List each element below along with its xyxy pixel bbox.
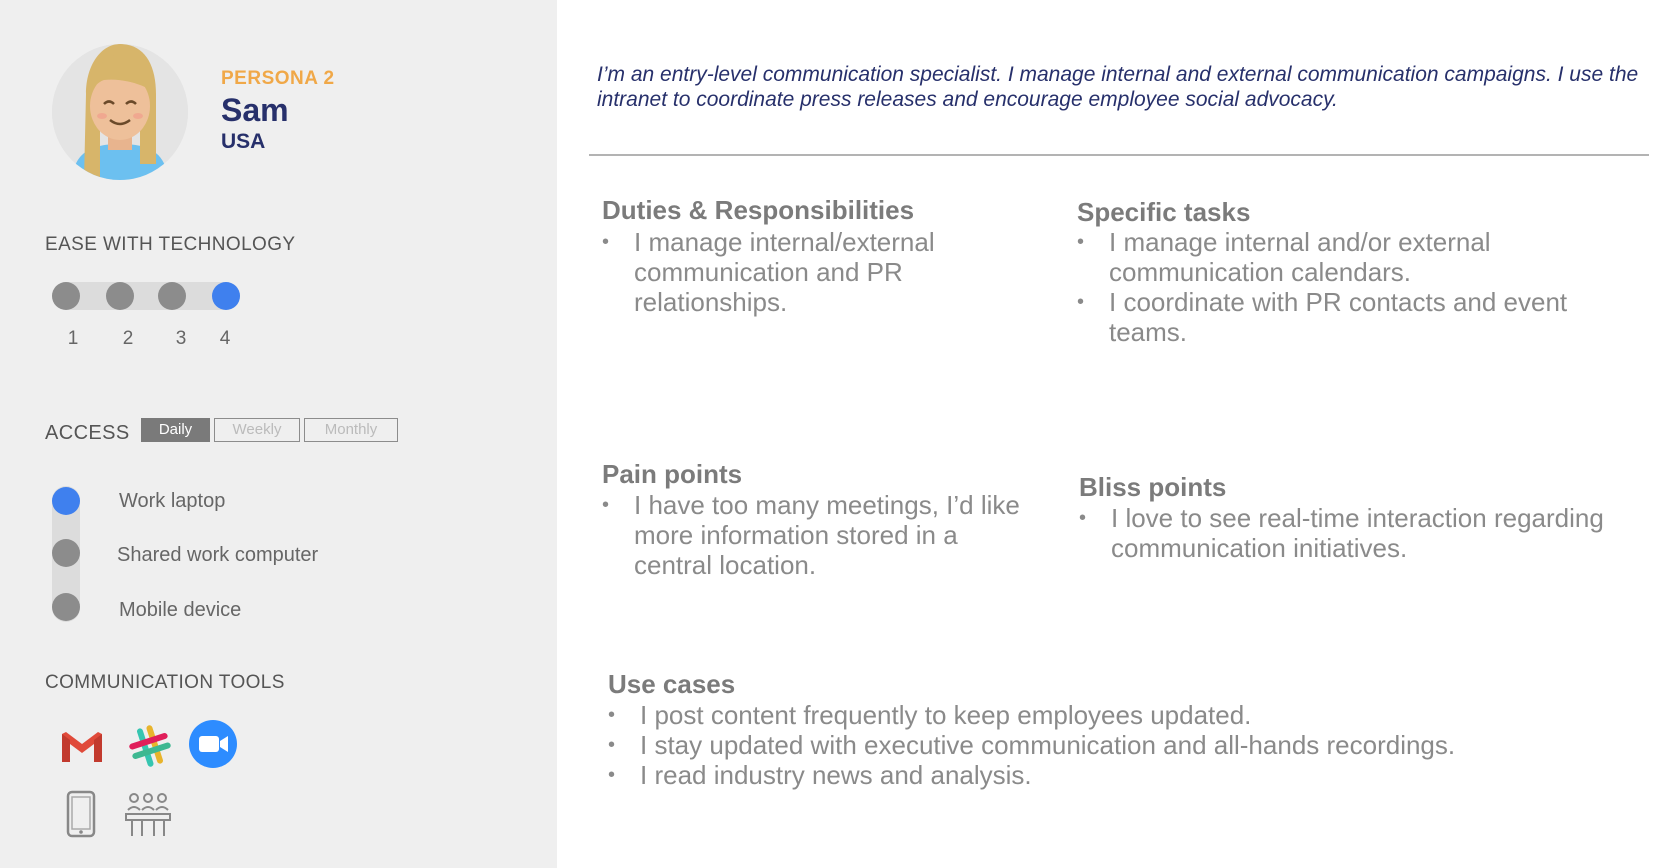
device-dot-work-laptop — [52, 487, 80, 515]
persona-label: PERSONA 2 — [221, 68, 335, 89]
tasks-list — [1077, 227, 1637, 347]
ease-level-label: 1 — [67, 328, 79, 349]
tab-weekly[interactable]: Weekly — [214, 418, 300, 442]
ease-dot-2 — [106, 282, 134, 310]
avatar — [52, 44, 188, 180]
ease-dot-3 — [158, 282, 186, 310]
gmail-icon — [56, 720, 108, 772]
persona-sidebar — [0, 0, 557, 868]
use-cases-title: Use cases — [608, 669, 736, 699]
pain-title: Pain points — [602, 459, 743, 489]
ease-heading: EASE WITH TECHNOLOGY — [45, 234, 296, 255]
list-item: • I read industry news and analysis. — [608, 760, 1648, 790]
list-item: • I post content frequently to keep employees updated. — [608, 700, 1648, 730]
duties-title: Duties & Responsibilities — [602, 195, 915, 225]
device-dot-mobile — [52, 593, 80, 621]
tasks-title: Specific tasks — [1077, 197, 1251, 227]
divider — [589, 154, 1649, 156]
list-item: • I stay updated with executive communication and all-hands recordings. — [608, 730, 1648, 760]
ease-level-label: 2 — [122, 328, 134, 349]
meeting-icon — [122, 788, 174, 840]
ease-level-label: 4 — [219, 328, 231, 349]
slack-icon — [124, 720, 176, 772]
device-label: Mobile device — [119, 599, 242, 621]
zoom-icon — [187, 718, 239, 770]
persona-quote: I’m an entry-level communication specialist. I manage internal and external communication campaigns. I use the intranet to coordinate press releases and encourage employee social advocacy. — [597, 63, 1639, 111]
list-item: • I love to see real-time interaction regarding communication initiatives. — [1079, 503, 1619, 563]
device-dot-shared-computer — [52, 539, 80, 567]
ease-level-label: 3 — [175, 328, 187, 349]
persona-name: Sam — [221, 92, 289, 128]
tools-heading: COMMUNICATION TOOLS — [45, 672, 285, 693]
device-label: Shared work computer — [117, 544, 319, 566]
device-label: Work laptop — [119, 490, 226, 512]
tab-monthly[interactable]: Monthly — [304, 418, 398, 442]
list-item: • I manage internal/external communication and PR relationships. — [602, 227, 1042, 317]
mobile-phone-icon — [56, 788, 108, 840]
bliss-title: Bliss points — [1079, 472, 1227, 502]
list-item: • I manage internal and/or external communication calendars. — [1077, 227, 1637, 287]
list-item: • I coordinate with PR contacts and event teams. — [1077, 287, 1637, 347]
ease-dot-1 — [52, 282, 80, 310]
tab-daily[interactable]: Daily — [141, 418, 210, 442]
bliss-list — [1079, 503, 1619, 563]
access-heading: ACCESS — [45, 422, 130, 444]
persona-main — [557, 0, 1672, 868]
use-cases-list — [608, 700, 1648, 790]
list-item: • I have too many meetings, I’d like more information stored in a central location. — [602, 490, 1022, 580]
pain-list — [602, 490, 1022, 580]
ease-dot-4 — [212, 282, 240, 310]
avatar-illustration — [52, 44, 188, 180]
persona-country: USA — [221, 130, 266, 153]
duties-list — [602, 227, 1042, 317]
